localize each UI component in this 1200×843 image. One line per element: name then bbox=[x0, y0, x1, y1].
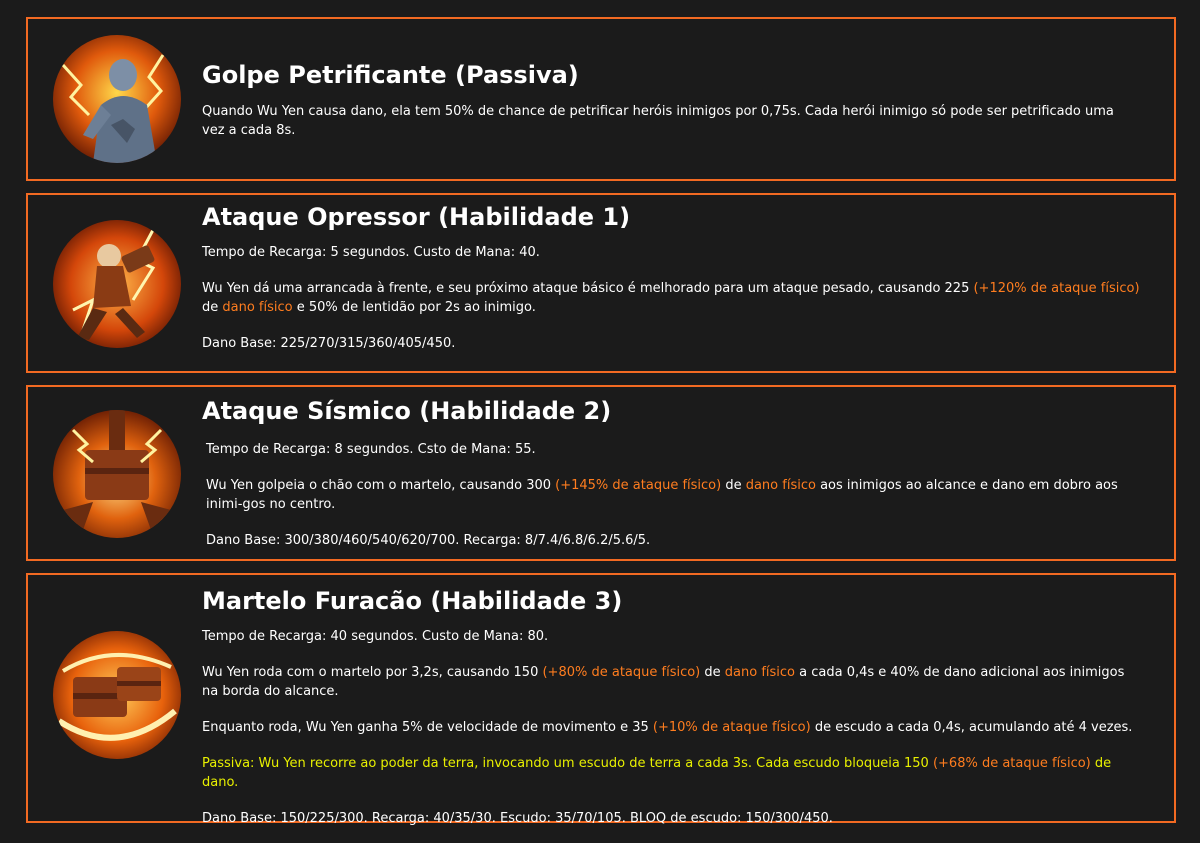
skill-card-ability-1 bbox=[26, 193, 1176, 373]
skill-card-ability-2 bbox=[26, 385, 1176, 561]
cooldown-text: Tempo de Recarga: 8 segundos. Csto de Mana: 55. bbox=[206, 442, 536, 457]
skill-card-passive bbox=[26, 17, 1176, 181]
skill-title: Ataque Sísmico (Habilidade 2) bbox=[202, 397, 612, 425]
effect-text: Wu Yen dá uma arrancada à frente, e seu próximo ataque básico é melhorado para um ataque pesado, causando 225 (+120% de ataque físico) de dano físico e 50% de lentidão por 2s ao inimigo. bbox=[202, 281, 1140, 315]
ground-slam-icon bbox=[53, 410, 181, 538]
skill-title: Martelo Furacão (Habilidade 3) bbox=[202, 587, 623, 615]
base-damage-text: Dano Base: 300/380/460/540/620/700. Recarga: 8/7.4/6.8/6.2/5.6/5. bbox=[206, 533, 651, 548]
base-damage-text: Dano Base: 150/225/300. Recarga: 40/35/30. Escudo: 35/70/105. BLOQ de escudo: 150/300/450. bbox=[202, 811, 833, 826]
cooldown-text: Tempo de Recarga: 40 segundos. Custo de Mana: 80. bbox=[202, 629, 549, 644]
passive-description: Quando Wu Yen causa dano, ela tem 50% de chance de petrificar heróis inimigos por 0,75s. Cada herói inimigo só pode ser petrificado uma vez a cada 8s. bbox=[202, 104, 1114, 138]
skill-description bbox=[202, 102, 1140, 140]
skill-description bbox=[202, 243, 1140, 353]
cooldown-text: Tempo de Recarga: 5 segundos. Custo de Mana: 40. bbox=[202, 245, 540, 260]
passive-text: Passiva: Wu Yen recorre ao poder da terra, invocando um escudo de terra a cada 3s. Cada escudo bloqueia 150 (+68% de ataque físico) de dano. bbox=[202, 756, 1112, 790]
dash-attack-icon bbox=[53, 220, 181, 348]
effect-text: Wu Yen golpeia o chão com o martelo, causando 300 (+145% de ataque físico) de dano físico aos inimigos ao alcance e dano em dobro aos inimi-gos no centro. bbox=[206, 478, 1118, 512]
shield-text: Enquanto roda, Wu Yen ganha 5% de velocidade de movimento e 35 (+10% de ataque físico) de escudo a cada 0,4s, acumulando até 4 vezes. bbox=[202, 720, 1133, 735]
skill-card-ability-3 bbox=[26, 573, 1176, 826]
effect-text: Wu Yen roda com o martelo por 3,2s, causando 150 (+80% de ataque físico) de dano físico a cada 0,4s e 40% de dano adicional aos inimigos na borda do alcance. bbox=[202, 665, 1125, 699]
petrified-hero-icon bbox=[53, 35, 181, 163]
spinning-hammer-icon bbox=[53, 631, 181, 759]
skill-title: Golpe Petrificante (Passiva) bbox=[202, 61, 579, 89]
skill-description bbox=[206, 440, 1140, 550]
base-damage-text: Dano Base: 225/270/315/360/405/450. bbox=[202, 336, 456, 351]
skill-title: Ataque Opressor (Habilidade 1) bbox=[202, 203, 631, 231]
skill-description bbox=[202, 627, 1140, 828]
